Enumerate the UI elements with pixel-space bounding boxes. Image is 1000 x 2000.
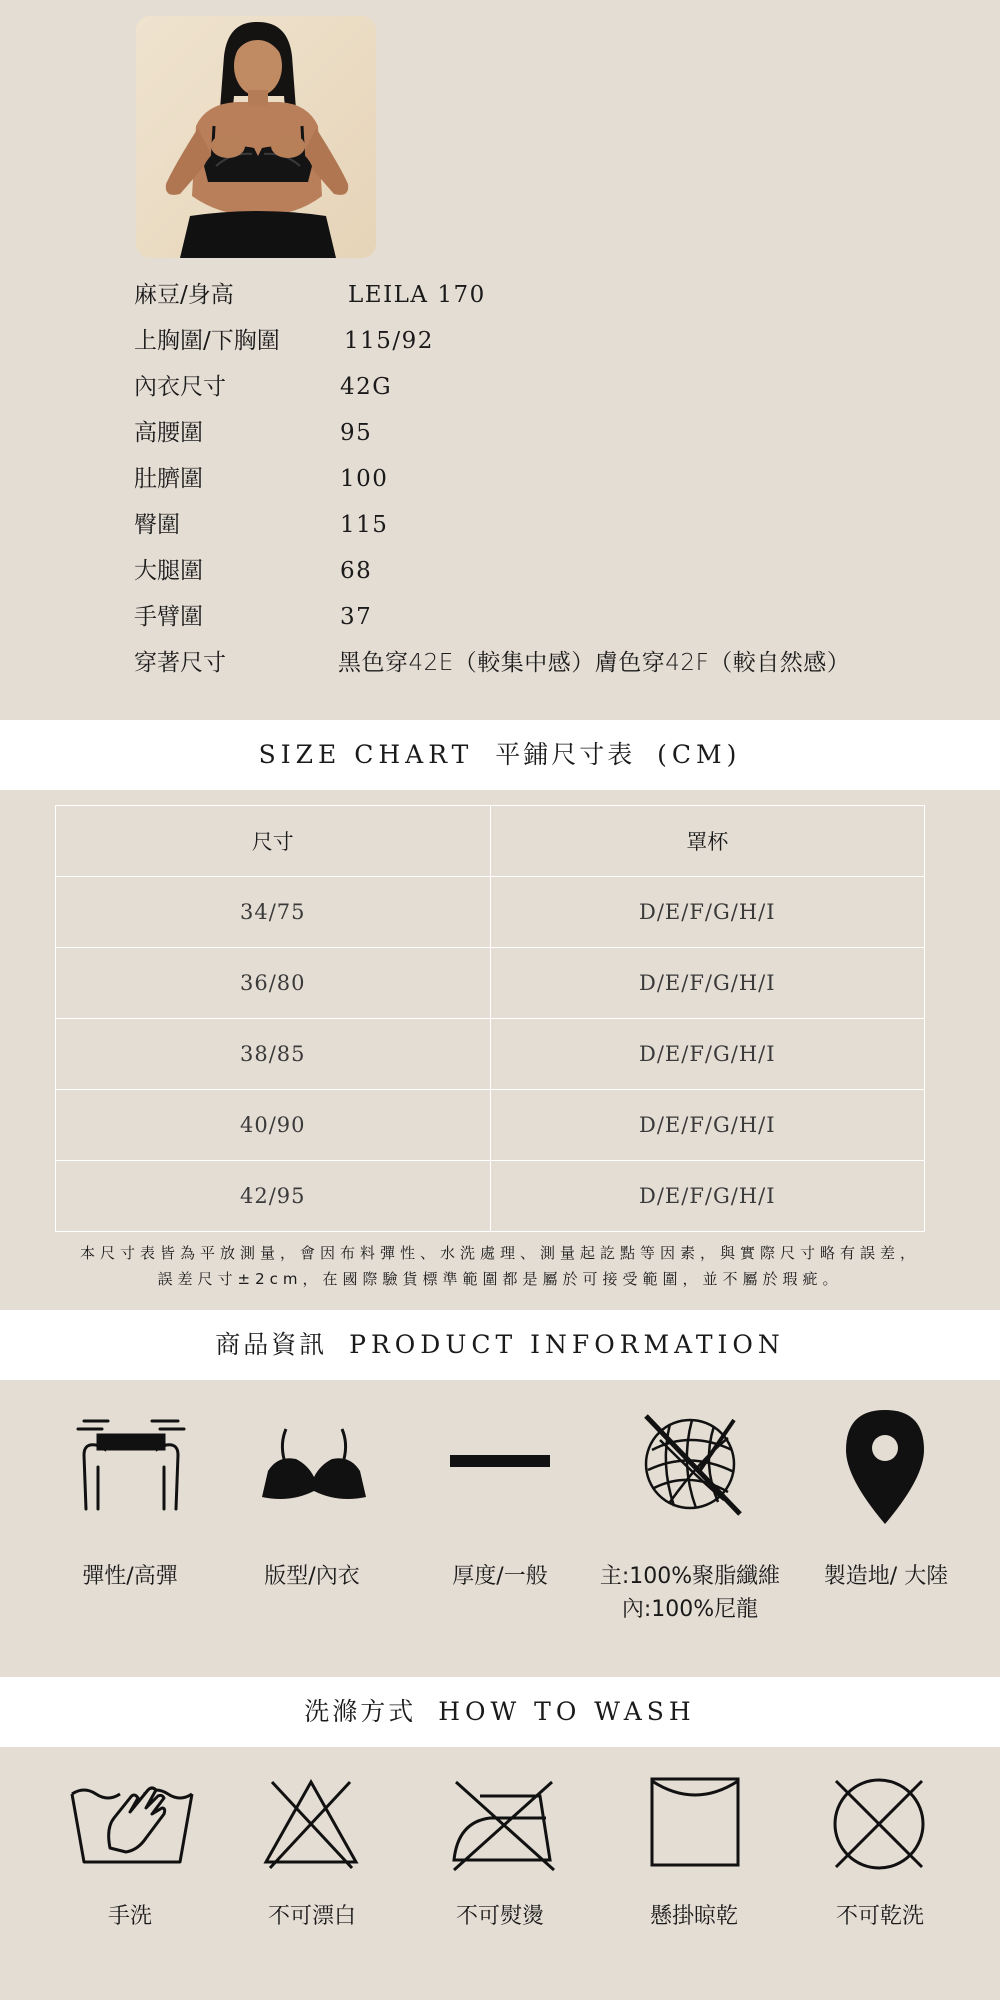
- measure-value: LEILA 170: [348, 282, 486, 308]
- cup-cell: D/E/F/G/H/I: [490, 1090, 925, 1161]
- table-header-row: [56, 806, 925, 877]
- size-cell: 36/80: [56, 948, 491, 1019]
- measure-value: 95: [340, 420, 373, 446]
- cup-cell: D/E/F/G/H/I: [490, 948, 925, 1019]
- product-info-label: 厚度/一般: [452, 1564, 548, 1589]
- stretch-icon: [68, 1415, 194, 1511]
- measure-value: 42G: [340, 374, 393, 400]
- size-chart-title-zh: 平鋪尺寸表: [495, 740, 636, 769]
- product-info-header: [0, 1310, 1000, 1380]
- measure-value: 115/92: [344, 328, 434, 354]
- measure-label: 穿著尺寸: [134, 650, 226, 676]
- measure-label: 內衣尺寸: [134, 374, 226, 400]
- wash-header: [0, 1677, 1000, 1747]
- measure-value: 115: [340, 512, 389, 538]
- wash-title-en: HOW TO WASH: [438, 1697, 696, 1726]
- measure-label: 麻豆/身高: [134, 282, 234, 308]
- no-iron-icon: [450, 1778, 558, 1874]
- measure-label: 肚臍圍: [134, 466, 203, 492]
- product-info-title-zh: 商品資訊: [215, 1330, 328, 1359]
- no-bleach-icon: [262, 1778, 360, 1870]
- measure-value: 37: [340, 604, 373, 630]
- product-info-label: 製造地/ 大陸: [823, 1564, 949, 1589]
- measure-label: 臀圍: [134, 512, 180, 538]
- yarn-ball-icon: [640, 1410, 750, 1520]
- size-table: [55, 805, 925, 1232]
- size-cell: 40/90: [56, 1090, 491, 1161]
- size-note-line1: 本尺寸表皆為平放測量，會因布料彈性、水洗處理、測量起訖點等因素，與實際尺寸略有誤差，: [79, 1244, 920, 1262]
- bra-icon: [258, 1425, 370, 1503]
- wash-label: 不可漂白: [267, 1904, 356, 1929]
- cup-cell: D/E/F/G/H/I: [490, 1019, 925, 1090]
- wash-title-zh: 洗滌方式: [304, 1697, 417, 1726]
- size-cell: 38/85: [56, 1019, 491, 1090]
- measure-value: 黑色穿42E（較集中感）膚色穿42F（較自然感）: [338, 650, 851, 676]
- wash-label: 不可乾洗: [835, 1904, 924, 1929]
- location-pin-icon: [844, 1408, 926, 1526]
- wash-label: 手洗: [107, 1904, 152, 1929]
- table-row: [56, 1090, 925, 1161]
- measure-label: 大腿圍: [134, 558, 203, 584]
- measure-label: 手臂圍: [134, 604, 203, 630]
- column-header-cup: 罩杯: [490, 806, 925, 877]
- size-chart-title-en: SIZE CHART: [258, 740, 474, 769]
- size-chart-header: [0, 720, 1000, 790]
- measure-label: 高腰圍: [134, 420, 203, 446]
- size-note: [20, 1240, 980, 1292]
- measure-value: 68: [340, 558, 373, 584]
- product-info-label: 彈性/高彈: [82, 1564, 178, 1589]
- wash-label: 懸掛晾乾: [649, 1904, 738, 1929]
- measure-label: 上胸圍/下胸圍: [134, 328, 280, 354]
- table-row: [56, 1161, 925, 1232]
- product-info-label: 主:100%聚脂纖維: [599, 1564, 781, 1589]
- cup-cell: D/E/F/G/H/I: [490, 877, 925, 948]
- thickness-line-icon: [450, 1455, 550, 1469]
- cup-cell: D/E/F/G/H/I: [490, 1161, 925, 1232]
- table-row: [56, 877, 925, 948]
- table-row: [56, 1019, 925, 1090]
- column-header-size: 尺寸: [56, 806, 491, 877]
- wash-label: 不可熨燙: [455, 1904, 544, 1929]
- product-info-label: 版型/內衣: [264, 1564, 360, 1589]
- product-info-title-en: PRODUCT INFORMATION: [349, 1330, 785, 1359]
- size-note-line2: 誤差尺寸±2cm，在國際驗貨標準範圍都是屬於可接受範圍，並不屬於瑕疵。: [157, 1270, 843, 1288]
- no-dry-clean-icon: [830, 1775, 928, 1873]
- product-info-label-secondary: 內:100%尼龍: [621, 1597, 759, 1622]
- size-chart-title-unit: (CM): [657, 740, 742, 769]
- model-photo: [136, 16, 376, 258]
- table-row: [56, 948, 925, 1019]
- size-cell: 34/75: [56, 877, 491, 948]
- line-dry-icon: [648, 1775, 742, 1869]
- size-cell: 42/95: [56, 1161, 491, 1232]
- measure-value: 100: [340, 466, 389, 492]
- hand-wash-icon: [70, 1778, 194, 1868]
